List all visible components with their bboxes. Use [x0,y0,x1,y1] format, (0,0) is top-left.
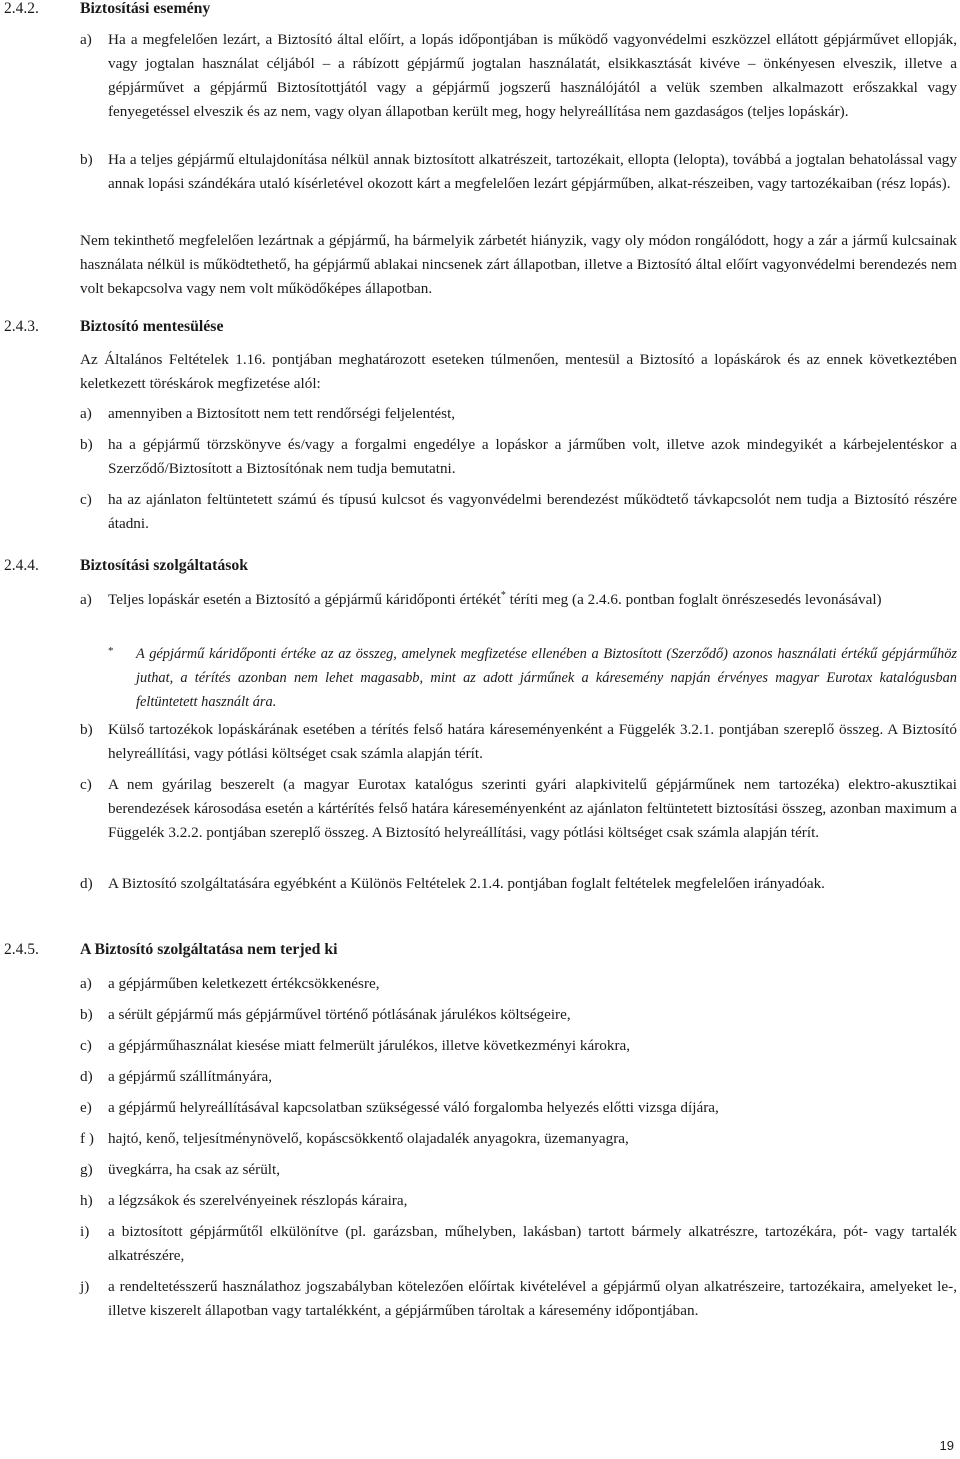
section-number: 2.4.4. [4,557,39,574]
paragraph: Az Általános Feltételek 1.16. pontjában meghatározott eseteken túlmenően, mentesül a Biztosító a lopáskárok és az ennek következtében keletkezett töréskárok megfizetése alól: [80,351,957,392]
item-text: Ha a megfelelően lezárt, a Biztosító által előírt, a lopás időpontjában is működő vagyonvédelmi eszközzel ellátott gépjárművet ellopják, vagy jogtalan használat céljából – a rábízott gépjármű jogtalan használatát, elsikkasztását kivéve – önkényesen elveszik, illetve a gépjárművet a gépjármű Biztosítottjától vagy a gépjármű jogszerű használójától a velük szemben alkalmazott erőszakkal vagy fenyegetéssel elveszik és az nem, vagy olyan állapotban került meg, hogy helyreállítása nem gazdaságos (teljes lopáskár). [108,31,957,120]
item-label: a) [80,975,92,992]
item-label: b) [80,151,93,168]
section-title: Biztosító mentesülése [80,318,224,335]
item-text: a gépjárműben keletkezett értékcsökkenésre, [108,975,380,992]
item-text: A Biztosító szolgáltatására egyébként a Különös Feltételek 2.1.4. pontjában foglalt feltételek megfelelően irányadóak. [108,875,825,892]
item-label: h) [80,1192,93,1209]
item-label: j) [80,1278,90,1295]
item-label: b) [80,436,93,453]
item-label: f ) [80,1130,94,1147]
item-label: g) [80,1161,93,1178]
section-number: 2.4.5. [4,941,39,958]
item-text: a sérült gépjármű más gépjárművel történő pótlásának járulékos költségeire, [108,1006,571,1023]
item-text: ha a gépjármű törzskönyve és/vagy a forgalmi engedélye a lopáskor a járműben volt, illetve azok mindegyikét a kárbejelentéskor a Szerződő/Biztosított a Biztosítónak nem tudja bemutatni. [108,436,957,477]
item-text: Külső tartozékok lopáskárának esetében a térítés felső határa káreseményenként a Függelék 3.2.1. pontjában szereplő összeg. A Biztosító helyreállítási, vagy pótlási költséget csak számla alapján térít. [108,721,957,762]
footnote-marker: * [108,645,114,657]
item-label: c) [80,776,92,793]
item-text: a rendeltetésszerű használathoz jogszabályban kötelezően előírtak kivételével a gépjármű olyan alkatrészeire, tartozékaira, amelyeket le-, illetve kiszerelt állapotban vagy tartalékként, a gépjárműben tároltak a káresemény időpontjában. [108,1278,957,1319]
section-number: 2.4.2. [4,0,39,17]
paragraph: Nem tekinthető megfelelően lezártnak a gépjármű, ha bármelyik zárbetét hiányzik, vagy oly módon rongálódott, hogy a zár a jármű kulcsainak használata nélkül is működtethető, ha gépjármű ablakai nincsenek zárt állapotban, illetve a Biztosító által előírt vagyonvédelmi berendezés nem volt bekapcsolva vagy nem volt működőképes állapotban. [80,232,957,297]
item-label: a) [80,591,92,608]
item-label: i) [80,1223,90,1240]
footnote-text: A gépjármű káridőponti értéke az az összeg, amelynek megfizetése ellenében a Biztosított (Szerződő) azonos használati értékű gépjárműhöz juthat, a térítés azonban nem lehet magasabb, mint az adott járműnek a káresemény napján érvényes magyar Eurotax katalógusban feltüntetett használt ára. [136,646,957,710]
item-text: ha az ajánlaton feltüntetett számú és típusú kulcsot és vagyonvédelmi berendezést működtető távkapcsolót nem tudja a Biztosító részére átadni. [108,491,957,532]
item-text: a gépjárműhasználat kiesése miatt felmerült járulékos, illetve következményi károkra, [108,1037,631,1054]
item-label: b) [80,721,93,738]
item-text: amennyiben a Biztosított nem tett rendőrségi feljelentést, [108,405,456,422]
item-text: Ha a teljes gépjármű eltulajdonítása nélkül annak biztosított alkatrészeit, tartozékait, ellopta (lelopta), továbbá a jogtalan behatolással vagy annak lopási szándékára utaló kísérletével okozott kárt a megfelelően lezárt gépjárműben, alkat-részeiben, vagy tartozékaiban (rész lopás). [108,151,957,192]
item-text: A nem gyárilag beszerelt (a magyar Eurotax katalógus szerinti gyári alapkivitelű gépjárműnek nem tartozéka) elektro-akusztikai berendezések károsodása esetén a kártérítés felső határa káreseményenként az ajánlaton feltüntetett biztosítási összeg, azonban maximum a Függelék 3.2.2. pontjában szereplő összeg. A Biztosító helyreállítási, vagy pótlási költséget csak számla alapján térít. [108,776,957,841]
item-label: a) [80,31,92,48]
item-text-post: téríti meg (a 2.4.6. pontban foglalt önrészesedés levonásával) [505,591,882,608]
item-text: a légzsákok és szerelvényeinek részlopás káraira, [108,1192,408,1209]
item-text-pre: Teljes lopáskár esetén a Biztosító a gépjármű káridőponti értékét [108,591,501,608]
item-label: c) [80,491,92,508]
item-text: a gépjármű helyreállításával kapcsolatban szükségessé váló forgalomba helyezés előtti vizsga díjára, [108,1099,719,1116]
section-title: Biztosítási szolgáltatások [80,557,249,574]
item-label: d) [80,1068,93,1085]
section-title: Biztosítási esemény [80,0,211,17]
footnote-marker: * [500,589,506,601]
item-text: a gépjármű szállítmányára, [108,1068,273,1085]
item-label: a) [80,405,92,422]
item-label: e) [80,1099,92,1116]
item-label: c) [80,1037,92,1054]
item-label: d) [80,875,93,892]
section-number: 2.4.3. [4,318,39,335]
item-text: hajtó, kenő, teljesítménynövelő, kopáscsökkentő olajadalék anyagokra, üzemanyagra, [108,1130,629,1147]
item-text [108,588,957,612]
item-label: b) [80,1006,93,1023]
item-text: a biztosított gépjárműtől elkülönítve (pl. garázsban, műhelyben, lakásban) tartott bármely alkatrészre, tartozékára, pót- vagy tartalék alkatrészére, [108,1223,957,1264]
section-title: A Biztosító szolgáltatása nem terjed ki [80,941,338,958]
item-text: üvegkárra, ha csak az sérült, [108,1161,281,1178]
page-number: 19 [939,1438,954,1453]
